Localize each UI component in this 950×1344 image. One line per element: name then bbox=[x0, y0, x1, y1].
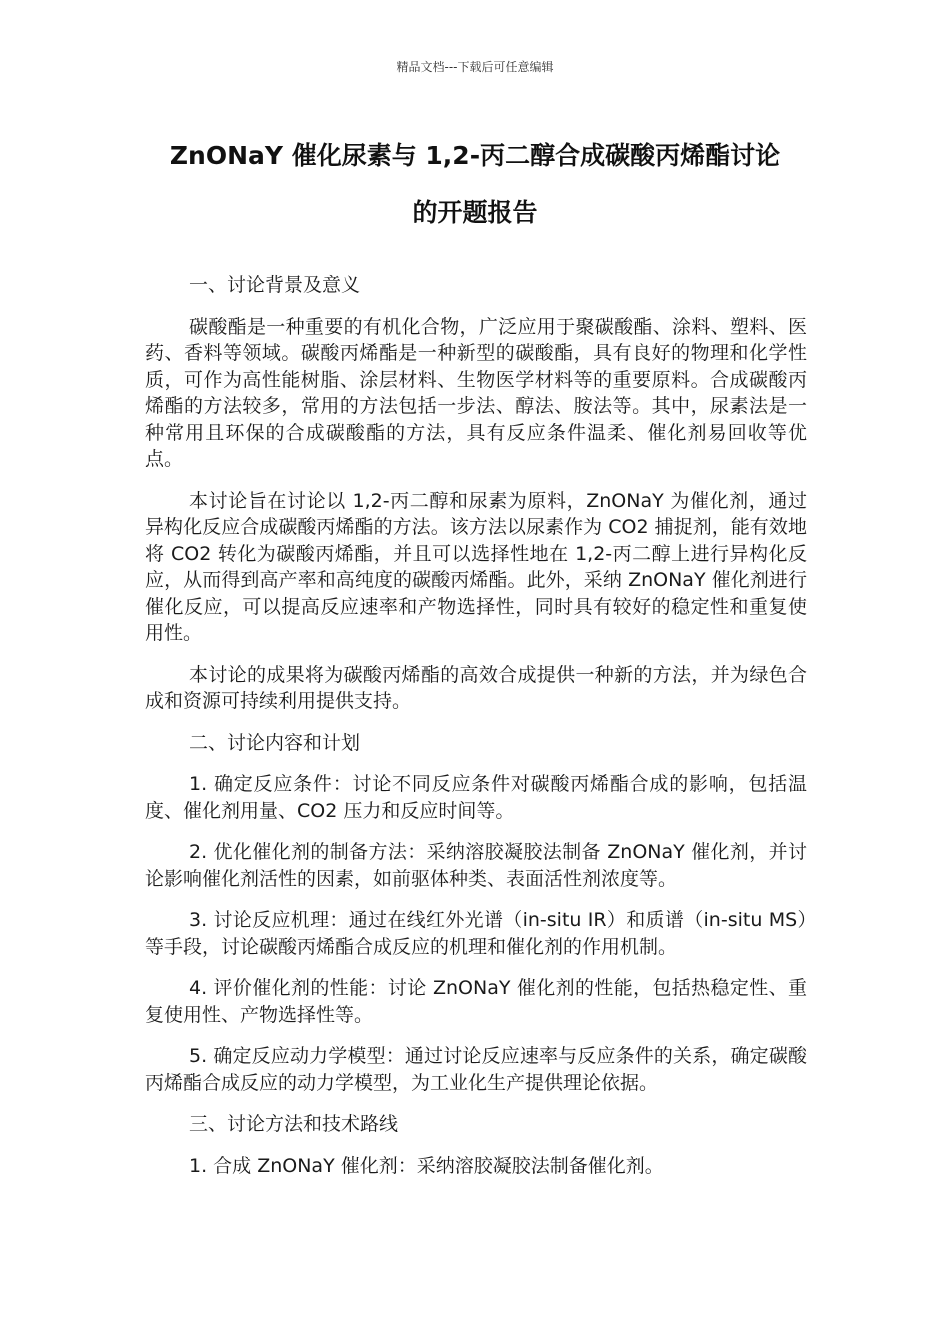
section-2-item-4: 4. 评价催化剂的性能：讨论 ZnONaY 催化剂的性能，包括热稳定性、重复使用性、产物选择性等。 bbox=[145, 977, 807, 1026]
section-2-item-1: 1. 确定反应条件：讨论不同反应条件对碳酸丙烯酯合成的影响，包括温度、催化剂用量、CO2 压力和反应时间等。 bbox=[145, 773, 807, 822]
document-title-line-2: 的开题报告 bbox=[412, 198, 538, 227]
header-note: 精品文档---下载后可任意编辑 bbox=[396, 60, 554, 74]
section-3-item-1: 1. 合成 ZnONaY 催化剂：采纳溶胶凝胶法制备催化剂。 bbox=[189, 1154, 664, 1177]
document-title-line-1: ZnONaY 催化尿素与 1,2-丙二醇合成碳酸丙烯酯讨论 bbox=[169, 141, 781, 170]
section-2-item-2: 2. 优化催化剂的制备方法：采纳溶胶凝胶法制备 ZnONaY 催化剂，并讨论影响催化剂活性的因素，如前驱体种类、表面活性剂浓度等。 bbox=[145, 841, 807, 890]
section-1-paragraph-3: 本讨论的成果将为碳酸丙烯酯的高效合成提供一种新的方法，并为绿色合成和资源可持续利用提供支持。 bbox=[145, 663, 807, 712]
section-2-item-3: 3. 讨论反应机理：通过在线红外光谱（in-situ IR）和质谱（in-situ MS）等手段，讨论碳酸丙烯酯合成反应的机理和催化剂的作用机制。 bbox=[145, 909, 807, 958]
section-1-heading: 一、讨论背景及意义 bbox=[189, 274, 361, 296]
section-3-heading: 三、讨论方法和技术路线 bbox=[189, 1113, 399, 1135]
section-1-paragraph-2: 本讨论旨在讨论以 1,2-丙二醇和尿素为原料，ZnONaY 为催化剂，通过异构化反应合成碳酸丙烯酯的方法。该方法以尿素作为 CO2 捕捉剂，能有效地将 CO2 转化为碳酸丙烯酯，并且可以选择性地在 1,2-丙二醇上进行异构化反应，从而得到高产率和高纯度的碳酸丙烯酯。此外，采纳 ZnONaY 催化剂进行催化反应，可以提高反应速率和产物选择性，同时具有较好的稳定性和重复使用性。 bbox=[145, 489, 807, 644]
section-1-paragraph-1: 碳酸酯是一种重要的有机化合物，广泛应用于聚碳酸酯、涂料、塑料、医药、香料等领域。碳酸丙烯酯是一种新型的碳酸酯，具有良好的物理和化学性质，可作为高性能树脂、涂层材料、生物医学材料等的重要原料。合成碳酸丙烯酯的方法较多，常用的方法包括一步法、醇法、胺法等。其中，尿素法是一种常用且环保的合成碳酸酯的方法，具有反应条件温柔、催化剂易回收等优点。 bbox=[145, 315, 807, 470]
section-2-heading: 二、讨论内容和计划 bbox=[189, 731, 361, 754]
section-2-item-5: 5. 确定反应动力学模型：通过讨论反应速率与反应条件的关系，确定碳酸丙烯酯合成反应的动力学模型，为工业化生产提供理论依据。 bbox=[145, 1045, 807, 1094]
document-body bbox=[145, 272, 807, 1194]
